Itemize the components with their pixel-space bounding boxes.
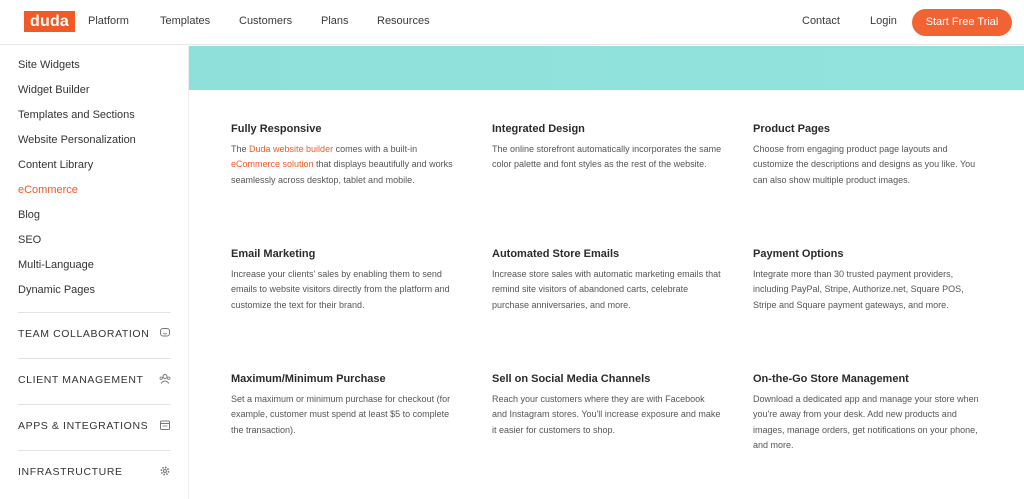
nav-plans[interactable]: Plans: [321, 15, 349, 27]
chat-bubble-icon: [159, 327, 171, 339]
nav-contact[interactable]: Contact: [802, 15, 840, 27]
gear-icon: [159, 465, 171, 477]
feature-title: Payment Options: [753, 248, 844, 260]
feature-title: Email Marketing: [231, 248, 316, 260]
hero-banner: [189, 46, 1024, 90]
sidebar: [0, 46, 188, 499]
sidebar-section-label: TEAM COLLABORATION: [18, 328, 150, 340]
feature-email-marketing: [231, 248, 461, 313]
feature-product-pages: [753, 123, 983, 188]
duda-logo[interactable]: duda: [24, 11, 75, 32]
sidebar-divider: [18, 450, 171, 451]
nav-login[interactable]: Login: [870, 15, 897, 27]
feature-payment-options: [753, 248, 983, 313]
sidebar-section-team-collaboration[interactable]: [18, 328, 171, 340]
feature-description: Choose from engaging product page layouts and customize the descriptions and designs as you like. You can also show multiple product images.: [753, 144, 976, 185]
sidebar-item-widget-builder[interactable]: Widget Builder: [18, 84, 90, 96]
feature-description: Integrate more than 30 trusted payment providers, including PayPal, Stripe, Authorize.net, Square POS, Stripe and Square payment gateways, and more.: [753, 269, 964, 310]
sidebar-section-label: CLIENT MANAGEMENT: [18, 374, 144, 386]
feature-title: Maximum/Minimum Purchase: [231, 373, 386, 385]
sidebar-divider: [18, 404, 171, 405]
feature-integrated-design: [492, 123, 722, 173]
calendar-icon: [159, 419, 171, 431]
sidebar-item-multi-language[interactable]: Multi-Language: [18, 259, 94, 271]
nav-customers[interactable]: Customers: [239, 15, 293, 27]
feature-description: Increase your clients' sales by enabling them to send emails to website visitors directly from the platform and customize the text for their brand.: [231, 269, 450, 310]
nav-templates[interactable]: Templates: [160, 15, 211, 27]
sidebar-section-label: INFRASTRUCTURE: [18, 466, 123, 478]
sidebar-item-dynamic-pages[interactable]: Dynamic Pages: [18, 284, 96, 296]
start-free-trial-button[interactable]: Start Free Trial: [912, 9, 1012, 36]
sidebar-section-apps-integrations[interactable]: [18, 420, 171, 432]
feature-maximum-minimum-purchase: [231, 373, 461, 438]
feature-automated-store-emails: [492, 248, 722, 313]
sidebar-section-label: APPS & INTEGRATIONS: [18, 420, 149, 432]
people-icon: [159, 373, 171, 385]
nav-platform[interactable]: Platform: [88, 15, 129, 27]
main-content: [188, 46, 1024, 499]
feature-sell-on-social-media-channels: [492, 373, 722, 438]
feature-title: Sell on Social Media Channels: [492, 373, 651, 385]
sidebar-divider: [18, 358, 171, 359]
top-navigation: [0, 0, 1024, 45]
feature-description: Reach your customers where they are with Facebook and Instagram stores. You'll increase exposure and make it easier for customers to shop.: [492, 394, 721, 435]
feature-title: Automated Store Emails: [492, 248, 620, 260]
feature-title: Fully Responsive: [231, 123, 322, 135]
feature-on-the-go-store-management: [753, 373, 983, 453]
feature-description: Set a maximum or minimum purchase for checkout (for example, customer must spend at least $5 to complete the transaction).: [231, 394, 451, 435]
duda-website-builder-link[interactable]: Duda website builder: [249, 144, 334, 154]
feature-fully-responsive: [231, 123, 461, 188]
feature-description: The online storefront automatically incorporates the same color palette and font styles as the rest of the website.: [492, 144, 722, 170]
feature-description: Increase store sales with automatic marketing emails that remind site visitors of abandoned carts, celebrate purchase anniversaries, and more.: [492, 269, 721, 310]
sidebar-item-blog[interactable]: Blog: [18, 209, 41, 221]
sidebar-item-templates-and-sections[interactable]: Templates and Sections: [18, 109, 135, 121]
sidebar-section-infrastructure[interactable]: [18, 466, 171, 478]
sidebar-item-content-library[interactable]: Content Library: [18, 159, 94, 171]
sidebar-divider: [18, 312, 171, 313]
feature-title: On-the-Go Store Management: [753, 373, 909, 385]
feature-description: The Duda website builder comes with a built-in eCommerce solution that displays beautifully and works seamlessly across desktop, tablet and mobile.: [231, 144, 453, 185]
sidebar-item-seo[interactable]: SEO: [18, 234, 42, 246]
feature-title: Integrated Design: [492, 123, 585, 135]
feature-title: Product Pages: [753, 123, 831, 135]
feature-description: Download a dedicated app and manage your store when you're away from your desk. Add new products and images, manage orders, get notifications on your phone, and more.: [753, 394, 979, 450]
sidebar-section-client-management[interactable]: [18, 374, 171, 386]
sidebar-item-site-widgets[interactable]: Site Widgets: [18, 59, 80, 71]
sidebar-item-ecommerce[interactable]: eCommerce: [18, 184, 78, 196]
ecommerce-solution-link[interactable]: eCommerce solution: [231, 159, 314, 170]
sidebar-item-website-personalization[interactable]: Website Personalization: [18, 134, 136, 146]
nav-resources[interactable]: Resources: [377, 15, 430, 27]
